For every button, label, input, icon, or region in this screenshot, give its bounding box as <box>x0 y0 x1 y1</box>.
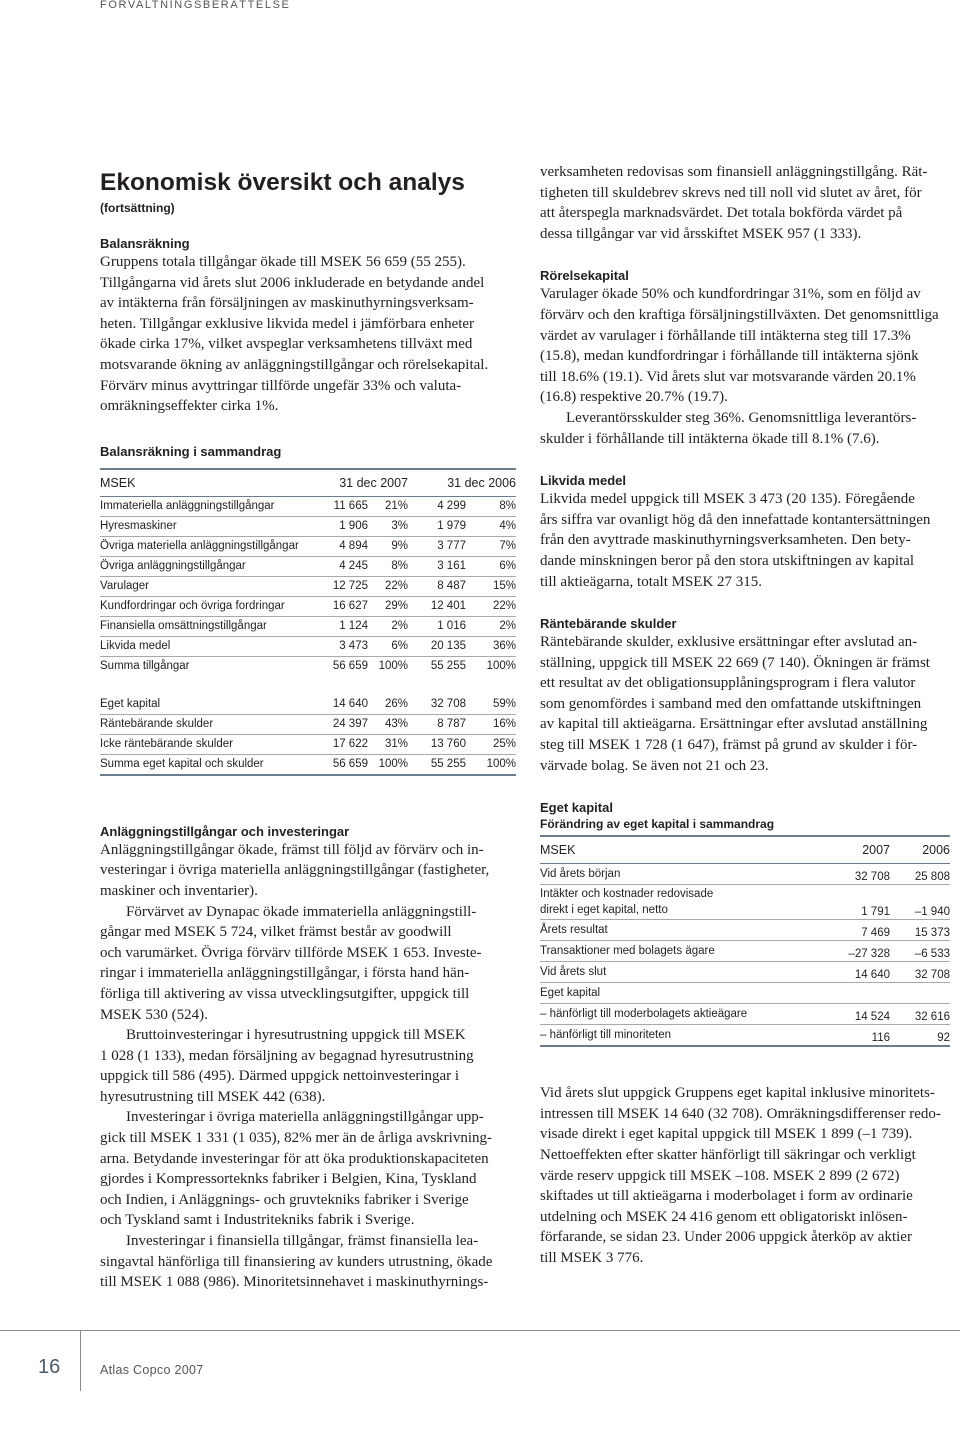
row-value: 14 640 <box>332 698 368 711</box>
rorelse-paragraph-2 <box>540 408 954 449</box>
row-value: 21% <box>384 500 408 513</box>
text-line: Vid årets slut uppgick Gruppens eget kapital inklusive minoritets- <box>540 1085 935 1102</box>
text-line: av intäkterna från försäljningen av maskinuthyrningsverksam- <box>100 295 474 312</box>
row-value: 1 016 <box>408 616 466 636</box>
row-value: 25 808 <box>914 871 950 884</box>
table-row <box>100 734 516 754</box>
table-row <box>100 516 516 536</box>
text-line: och Indien, i Anläggnings- och gruvtekniks fabriker i Sverige <box>100 1191 469 1208</box>
text-line: Likvida medel uppgick till MSEK 3 473 (20 135). Föregående <box>540 491 915 508</box>
text-line: ringar i immateriella anläggningstillgångar, i första hand hän- <box>100 965 470 982</box>
table-row <box>100 656 516 676</box>
text-line: av kapital till aktieägarna. Ersättningar efter avslutad anställning <box>540 716 928 733</box>
text-line: maskiner och inventarier). <box>100 882 258 899</box>
text-line: från den avyttrade maskinuthyrningsverksamheten. Den bety- <box>540 532 911 549</box>
anl-heading: Anläggningstillgångar och investeringar <box>100 823 350 839</box>
row-label: Varulager <box>100 576 318 596</box>
text-line: Leverantörsskulder steg 36%. Genomsnittliga leverantörs- <box>566 409 917 426</box>
row-value: 31% <box>368 734 408 754</box>
row-value: 1 906 <box>318 516 368 536</box>
equity-table-title: Förändring av eget kapital i sammandrag <box>540 817 775 832</box>
row-value: 6% <box>368 636 408 656</box>
row-value: 6% <box>466 556 516 576</box>
col-header-2007: 31 dec 2007 <box>339 475 408 490</box>
row-value: 14 524 <box>820 1004 890 1025</box>
row-value: 8 487 <box>408 576 466 596</box>
row-label: Övriga materiella anläggningstillgångar <box>100 536 318 556</box>
text-line: som genomfördes i samband med den omfattande utskiftningen <box>540 695 922 712</box>
row-label: Transaktioner med bolagets ägare <box>540 941 820 962</box>
row-value: 100% <box>466 754 516 775</box>
text-line: Gruppens totala tillgångar ökade till MSEK 56 659 (55 255). <box>100 254 466 270</box>
row-value: 25% <box>466 734 516 754</box>
text-line: MSEK 530 (524). <box>100 1006 208 1023</box>
text-line: förvärv och den kraftiga försäljningstillväxten. Det genomsnittliga <box>540 306 939 323</box>
row-label: Kundfordringar och övriga fordringar <box>100 596 318 616</box>
text-line: omräkningseffekter cirka 1%. <box>100 398 279 415</box>
likvida-heading: Likvida medel <box>540 473 626 489</box>
text-line: till aktieägarna, totalt MSEK 27 315. <box>540 573 763 590</box>
table-row <box>540 864 950 885</box>
page-title: Ekonomisk översikt och analys <box>100 169 465 196</box>
row-value: 29% <box>368 596 408 616</box>
row-value: 16 627 <box>318 596 368 616</box>
footer-divider <box>80 1331 81 1391</box>
text-line: gjordes i Kompressorteknks fabriker i Belgien, Kina, Tyskland <box>100 1171 477 1188</box>
text-line: gångar med MSEK 5 724, vilket främst består av goodwill <box>100 924 452 941</box>
text-line: värde reserv uppgick till MSEK –108. MSEK 2 899 (2 672) <box>540 1167 900 1184</box>
row-value: 11 665 <box>333 500 368 513</box>
table-row <box>100 636 516 656</box>
row-value: 100% <box>368 656 408 676</box>
row-value: 7 469 <box>820 920 890 941</box>
anl-paragraph-3 <box>100 1025 516 1107</box>
balance-table <box>100 468 516 776</box>
ranta-paragraph <box>540 632 954 776</box>
row-value: 8% <box>499 500 516 513</box>
row-value: 100% <box>368 754 408 775</box>
text-line: dessa tillgångar var vid årsskiftet MSEK 957 (1 333). <box>540 225 862 242</box>
table-row <box>540 920 950 941</box>
table-row <box>100 714 516 734</box>
table-row <box>100 596 516 616</box>
table-row <box>540 941 950 962</box>
text-line: Investeringar i övriga materiella anläggningstillgångar upp- <box>126 1109 484 1126</box>
col-header-2006: 31 dec 2006 <box>447 475 516 490</box>
row-label: Immateriella anläggningstillgångar <box>100 500 275 513</box>
row-value: 8% <box>368 556 408 576</box>
row-label: Summa tillgångar <box>100 656 318 676</box>
text-line: till MSEK 1 088 (986). Minoritetsinnehavet i maskinuthyrnings- <box>100 1274 489 1291</box>
eget-heading: Eget kapital <box>540 800 613 816</box>
continued-paragraph <box>540 162 954 244</box>
text-line: förliga till aktivering av vissa utvecklingsutgifter, uppgick till <box>100 985 470 1002</box>
balance-table-title: Balansräkning i sammandrag <box>100 443 282 459</box>
row-label-line: Intäkter och kostnader redovisade <box>540 888 714 901</box>
eq-col-header-2006: 2006 <box>922 843 950 858</box>
rorelse-heading: Rörelsekapital <box>540 268 629 284</box>
table-row <box>100 556 516 576</box>
row-value: 22% <box>368 576 408 596</box>
text-line: utdelning och MSEK 24 416 genom ett obligatoriskt inlösen- <box>540 1208 908 1225</box>
text-line: tigheten till skuldebrev skrevs ned till noll vid slutet av året, för <box>540 184 922 201</box>
row-label: Likvida medel <box>100 636 318 656</box>
row-value: 43% <box>368 714 408 734</box>
table-row <box>540 1025 950 1047</box>
table-row <box>100 754 516 775</box>
row-label: Finansiella omsättningstillgångar <box>100 616 318 636</box>
text-line: ett resultat av det obligationsupplåningsprogram i flera valutor <box>540 675 916 692</box>
row-value: 15% <box>466 576 516 596</box>
text-line: Anläggningstillgångar ökade, främst till följd av förvärv och in- <box>100 841 484 858</box>
row-value: 3 777 <box>408 536 466 556</box>
text-line: visade direkt i eget kapital uppgick till MSEK 1 899 (–1 739). <box>540 1126 913 1143</box>
row-value: 9% <box>368 536 408 556</box>
text-line: till 18.6% (19.1). Vid årets slut var motsvarande värden 20.1% <box>540 368 916 385</box>
balans-heading: Balansräkning <box>100 236 190 251</box>
row-value: 1 124 <box>318 616 368 636</box>
row-label: Hyresmaskiner <box>100 516 318 536</box>
row-label: Vid årets början <box>540 868 621 881</box>
table-row <box>100 576 516 596</box>
row-label: Eget kapital <box>540 983 820 1004</box>
page-number: 16 <box>38 1356 61 1378</box>
row-value: 16% <box>466 714 516 734</box>
eget-paragraph <box>540 1083 954 1268</box>
text-line: 1 028 (1 133), medan försäljning av begagnad hyresutrustning <box>100 1047 474 1064</box>
row-value: 4 894 <box>318 536 368 556</box>
row-value: –27 328 <box>820 941 890 962</box>
likvida-paragraph <box>540 489 954 592</box>
row-label: Summa eget kapital och skulder <box>100 754 318 775</box>
eq-col-header-2007: 2007 <box>862 843 890 858</box>
row-value: 32 708 <box>890 962 950 983</box>
page-header <box>0 0 960 18</box>
balans-paragraph <box>100 252 516 417</box>
row-value: 8 787 <box>408 714 466 734</box>
ranta-heading: Räntebärande skulder <box>540 616 677 632</box>
row-value: 4 245 <box>318 556 368 576</box>
row-label: Eget kapital <box>100 698 161 711</box>
text-line: värvade bolag. Se även not 21 och 23. <box>540 757 769 774</box>
left-column <box>100 168 516 1293</box>
anl-paragraph-4 <box>100 1107 516 1231</box>
row-value: 56 659 <box>318 656 368 676</box>
row-value: 3 473 <box>318 636 368 656</box>
rorelse-paragraph-1 <box>540 284 954 408</box>
row-value: 4% <box>466 516 516 536</box>
balance-table-header <box>100 469 516 497</box>
row-label: Övriga anläggningstillgångar <box>100 556 318 576</box>
row-value: –6 533 <box>890 941 950 962</box>
row-value: 55 255 <box>408 656 466 676</box>
table-row <box>540 962 950 983</box>
text-line: till MSEK 3 776. <box>540 1250 644 1266</box>
anl-paragraph-2 <box>100 902 516 1026</box>
text-line: skulder i förhållande till intäkterna ökade till 8.1% (7.6). <box>540 430 880 447</box>
row-value: 2% <box>368 616 408 636</box>
text-line: skiftades ut till aktieägarna i moderbolaget i form av ordinarie <box>540 1188 913 1205</box>
text-line: steg till MSEK 1 728 (1 647), främst på grund av skulder i för- <box>540 737 918 754</box>
row-label: – hänförligt till minoriteten <box>540 1025 820 1047</box>
table-row <box>540 885 950 920</box>
row-value: 12 725 <box>318 576 368 596</box>
table-row <box>100 496 516 516</box>
row-value: 7% <box>466 536 516 556</box>
text-line: (16.8) respektive 20.7% (19.7). <box>540 389 728 406</box>
row-value: 13 760 <box>408 734 466 754</box>
text-line: uppgick till 586 (495). Därmed uppgick nettoinvesteringar i <box>100 1068 460 1085</box>
table-row <box>540 1004 950 1025</box>
text-line: arna. Betydande investeringar för att öka produktionskapaciteten <box>100 1150 489 1167</box>
anl-paragraph-1 <box>100 840 516 902</box>
text-line: Förvärv minus avyttringar tillförde ungefär 33% och valuta- <box>100 377 462 394</box>
row-label: Vid årets slut <box>540 962 820 983</box>
row-value: 56 659 <box>318 754 368 775</box>
text-line: och varumärket. Övriga förvärv tillförde MSEK 1 653. Investe- <box>100 944 482 961</box>
row-label <box>540 885 820 920</box>
row-value: –1 940 <box>890 885 950 920</box>
text-line: vesteringar i övriga materiella anläggningstillgångar (fastigheter, <box>100 862 490 879</box>
row-value: 24 397 <box>318 714 368 734</box>
table-row <box>100 616 516 636</box>
row-value: 32 708 <box>430 698 466 711</box>
text-line: Varulager ökade 50% och kundfordringar 31%, som en följd av <box>540 286 921 303</box>
text-line: Räntebärande skulder, exklusive ersättningar efter avslutad an- <box>540 634 918 651</box>
row-value: 116 <box>820 1025 890 1047</box>
text-line: singavtal hänförliga till finansiering av kunders utrustning, ökade <box>100 1253 493 1270</box>
row-value: 32 708 <box>854 871 890 884</box>
row-value: 12 401 <box>408 596 466 616</box>
row-value: 14 640 <box>820 962 890 983</box>
text-line: hyresutrustning till MSEK 442 (638). <box>100 1088 326 1105</box>
table-row <box>540 983 950 1004</box>
footer-rule <box>0 1330 960 1331</box>
text-line: förfarande, se sidan 23. Under 2006 uppgick återköp av aktier <box>540 1229 912 1246</box>
section-label: FÖRVALTNINGSBERÄTTELSE <box>100 0 291 11</box>
row-value: 22% <box>466 596 516 616</box>
text-line: verksamheten redovisas som finansiell anläggningstillgång. Rät- <box>540 164 928 180</box>
row-label-line: direkt i eget kapital, netto <box>540 904 668 917</box>
row-value <box>820 983 890 1004</box>
row-value: 92 <box>890 1025 950 1047</box>
anl-paragraph-5 <box>100 1231 516 1293</box>
text-line: värdet av varulager i förhållande till intäkterna steg till 17.3% <box>540 327 911 344</box>
row-value: 3 161 <box>408 556 466 576</box>
row-value: 1 791 <box>820 885 890 920</box>
row-value: 59% <box>492 698 516 711</box>
row-value: 2% <box>466 616 516 636</box>
table-row <box>100 536 516 556</box>
row-value: 20 135 <box>408 636 466 656</box>
row-value: 32 616 <box>890 1004 950 1025</box>
text-line: intressen till MSEK 14 640 (32 708). Omräkningsdifferenser redo- <box>540 1105 941 1122</box>
text-line: motsvarande ökning av anläggningstillgångar och rörelsekapital. <box>100 356 489 373</box>
row-value <box>890 983 950 1004</box>
table-row <box>100 695 516 715</box>
row-value: 55 255 <box>408 754 466 775</box>
text-line: Tillgångarna vid årets slut 2006 inkluderade en betydande andel <box>100 274 485 291</box>
row-value: 17 622 <box>318 734 368 754</box>
text-line: Investeringar i finansiella tillgångar, främst finansiella lea- <box>126 1233 479 1250</box>
text-line: Förvärvet av Dynapac ökade immateriella anläggningstill- <box>126 903 477 920</box>
row-label: Icke räntebärande skulder <box>100 734 318 754</box>
text-line: dande minskningen beror på den stora utskiftningen av kapital <box>540 552 915 569</box>
equity-table-header <box>540 836 950 864</box>
row-value: 4 299 <box>437 500 466 513</box>
row-value: 36% <box>466 636 516 656</box>
text-line: ökade cirka 17%, vilket avspeglar verksamhetens tillväxt med <box>100 336 473 353</box>
row-label: – hänförligt till moderbolagets aktieägare <box>540 1004 820 1025</box>
footer-brand: Atlas Copco 2007 <box>100 1363 204 1377</box>
text-line: att återspegla marknadsvärdet. Det totala bokförda värdet på <box>540 205 903 222</box>
text-line: ställning, uppgick till MSEK 22 669 (7 140). Ökningen är främst <box>540 654 930 671</box>
row-value: 100% <box>466 656 516 676</box>
text-line: och Tyskland samt i Industritekniks fabrik i Sverige. <box>100 1212 415 1229</box>
eq-col-header-msek: MSEK <box>540 843 576 858</box>
row-value: 26% <box>384 698 408 711</box>
text-line: (15.8), medan kundfordringar i förhållande till intäkterna sjönk <box>540 348 919 365</box>
row-label: Räntebärande skulder <box>100 714 318 734</box>
text-line: Bruttoinvesteringar i hyresutrustning uppgick till MSEK <box>126 1027 466 1044</box>
row-value: 15 373 <box>890 920 950 941</box>
table-spacer <box>100 676 516 695</box>
right-column <box>540 164 954 1269</box>
col-header-msek: MSEK <box>100 475 136 490</box>
text-line: års siffra var ovanligt hög då den innefattade kontantersättningen <box>540 511 931 528</box>
row-value: 1 979 <box>408 516 466 536</box>
equity-table <box>540 835 950 1047</box>
row-value: 3% <box>368 516 408 536</box>
text-line: Nettoeffekten efter skatter hänförligt till säkringar och verkligt <box>540 1147 916 1164</box>
text-line: heten. Tillgångar exklusive likvida medel i jämförbara enheter <box>100 315 475 332</box>
text-line: gick till MSEK 1 331 (1 035), 82% mer än de årliga avskrivning- <box>100 1130 493 1147</box>
row-label: Årets resultat <box>540 920 820 941</box>
page-subtitle: (fortsättning) <box>100 201 175 215</box>
